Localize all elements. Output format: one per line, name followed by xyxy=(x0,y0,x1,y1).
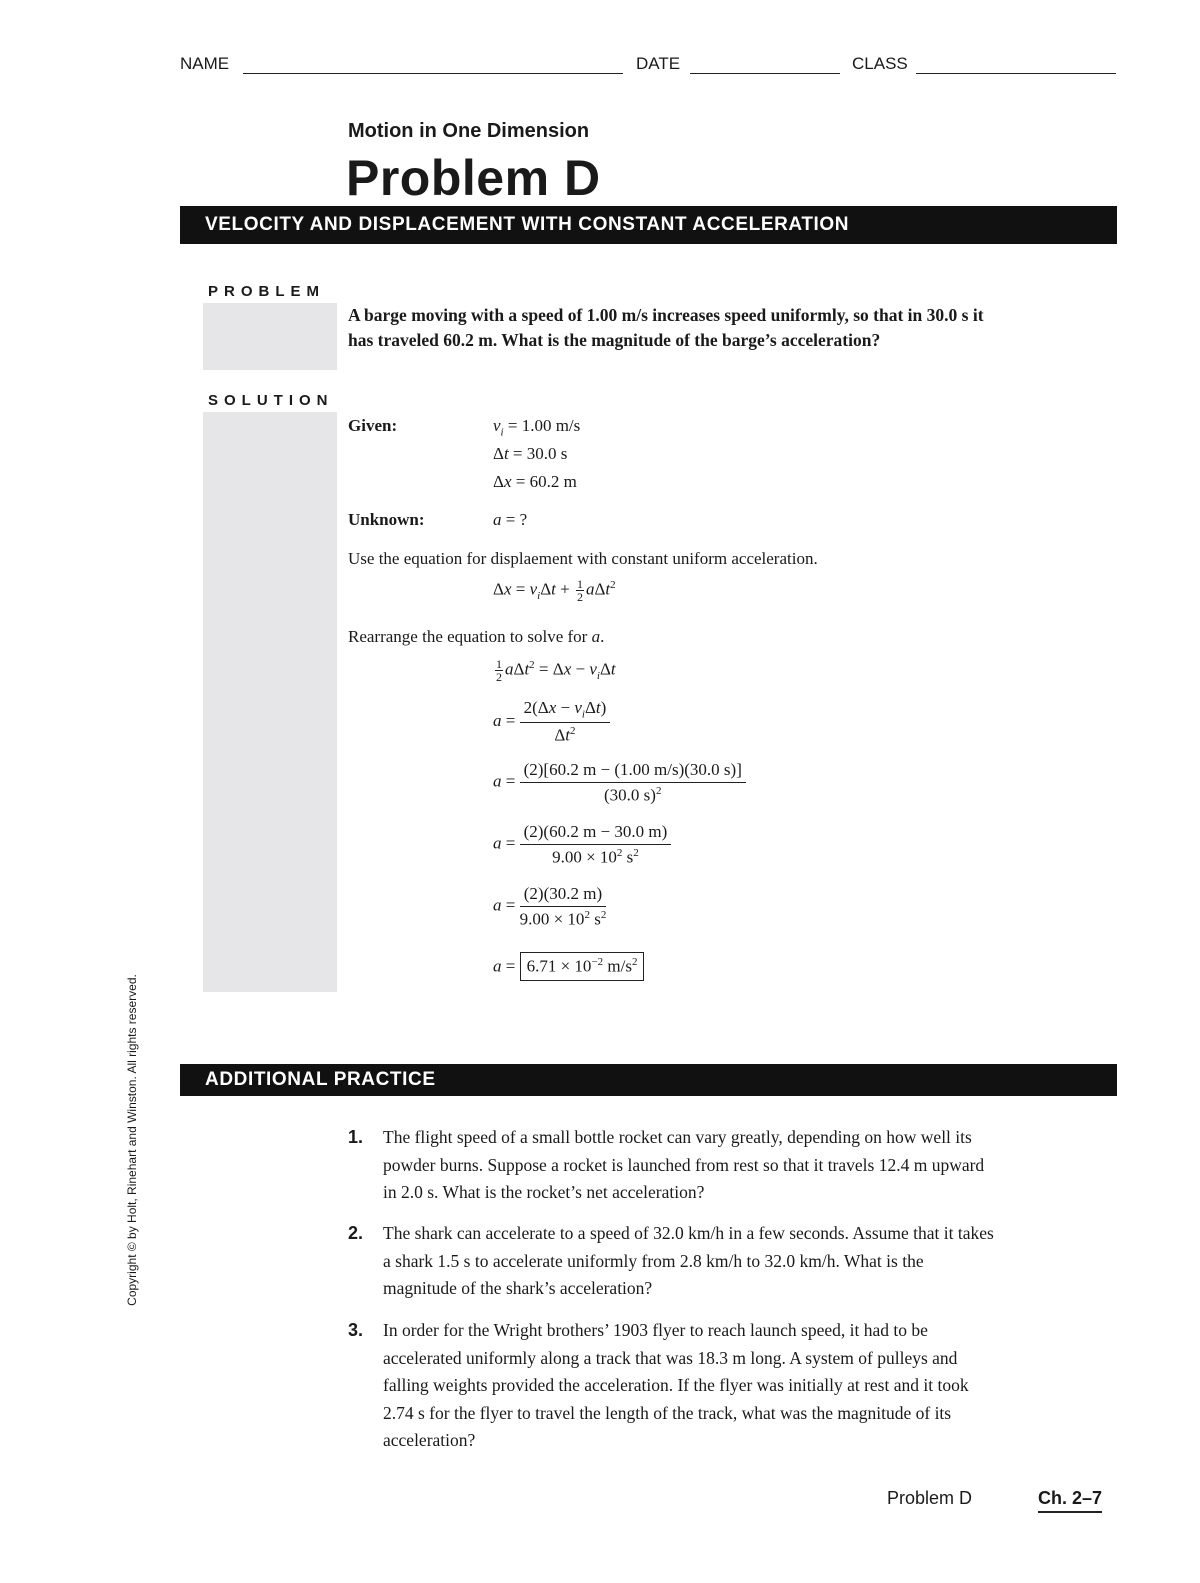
practice-item-number: 2. xyxy=(348,1223,364,1243)
answer-exponent: −2 xyxy=(591,956,604,968)
step2-denominator: (30.0 s) xyxy=(604,785,656,805)
unknown-symbol: ? xyxy=(519,510,528,529)
rearrange-text-body: Rearrange the equation to solve for xyxy=(348,627,588,646)
problem-sidebar xyxy=(203,303,337,370)
practice-item-number: 1. xyxy=(348,1127,364,1147)
given-dx-value: 60.2 m xyxy=(529,472,577,491)
step3-numerator: (2)(60.2 m − 30.0 m) xyxy=(520,822,672,845)
given-dt: Δt = 30.0 s xyxy=(493,444,568,463)
equation-step-3: a = $\frac{(2)(60.2 m - 30.0 m)}{9.00 \times 10^2 s^2}$ xyxy=(493,822,671,868)
step4-denominator: 9.00 × 10 xyxy=(519,909,585,929)
given-label: Given: xyxy=(348,416,398,435)
date-field[interactable] xyxy=(690,73,840,74)
practice-item xyxy=(348,1220,998,1305)
step3-denominator: 9.00 × 10 xyxy=(552,847,617,867)
class-field[interactable] xyxy=(916,73,1116,74)
equation-rearranged: $\frac{1}{2}$ $a\Delta t^2 = \Delta x - v_i\Delta t$ xyxy=(496,657,616,684)
answer-unit: m/s xyxy=(607,956,632,976)
step2-numerator: (2)[60.2 m − (1.00 m/s)(30.0 s)] xyxy=(520,760,746,783)
solution-label: SOLUTION xyxy=(208,392,334,409)
practice-item xyxy=(348,1124,998,1209)
problem-text: A barge moving with a speed of 1.00 m/s increases speed uniformly, so that in 30.0 s it has traveled 60.2 m. What is the magnitude of the barge’s acceleration? xyxy=(348,305,984,350)
practice-item-text: The shark can accelerate to a speed of 32.0 km/h in a few seconds. Assume that it takes a shark 1.5 s to accelerate uniformly from 2.8 km/h to 32.0 km/h. What is the magnitude of the shark’s acceleration? xyxy=(383,1223,994,1298)
equation-step-4: a = $\frac{(2)(30.2 m)}{9.00 \times 10^2 s^2}$ xyxy=(493,884,607,929)
given-dx: Δx = 60.2 m xyxy=(493,472,577,491)
use-equation-text: Use the equation for displaement with constant uniform acceleration. xyxy=(348,549,818,568)
rearrange-text: Rearrange the equation to solve for a. xyxy=(348,627,605,646)
footer-chapter: Ch. 2–7 xyxy=(1038,1488,1102,1513)
footer-label: Problem D xyxy=(887,1488,973,1508)
equation-answer: $a = 6.71 \times 10^{-2}$ $m/s^2$ xyxy=(493,952,644,981)
additional-practice-title: ADDITIONAL PRACTICE xyxy=(205,1069,436,1090)
section-banner xyxy=(180,206,1117,244)
unknown-label: Unknown: xyxy=(348,510,425,529)
problem-label: PROBLEM xyxy=(208,283,325,300)
page-title: Problem D xyxy=(346,150,601,206)
name-field[interactable] xyxy=(243,73,623,74)
equation-displacement: $\Delta x = v_i\Delta t$ + $\frac{1}{2}$ aΔt$^2$ xyxy=(493,577,616,604)
answer-box: $6.71 \times 10^{-2}$ $m/s^2$ xyxy=(520,952,645,981)
practice-item-text: In order for the Wright brothers’ 1903 flyer to reach launch speed, it had to be accelerated uniformly along a track that was 18.3 m long. A system of pulleys and falling weights provided the acceleration. If the flyer was initially at rest and it took 2.74 s for the flyer to travel the length of the track, what was the magnitude of its acceleration? xyxy=(383,1320,969,1450)
given-dt-value: 30.0 s xyxy=(526,444,568,463)
subject-title: Motion in One Dimension xyxy=(348,120,590,142)
practice-item xyxy=(348,1317,998,1457)
practice-item-text: The flight speed of a small bottle rocket can vary greatly, depending on how well its powder burns. Suppose a rocket is launched from rest so that it travels 12.4 m upward in 2.0 s. What is the rocket’s net acceleration? xyxy=(383,1127,985,1202)
step4-numerator: (2)(30.2 m) xyxy=(520,884,606,907)
given-vi: $v_i = 1.00$ m/s xyxy=(493,416,581,439)
practice-item-number: 3. xyxy=(348,1320,364,1340)
equation-step-2: a = $\frac{(2)[60.2 m - (1.00 m/s)(30.0 s)]}{(30.0 s)^2}$ xyxy=(493,760,746,806)
name-label: NAME xyxy=(180,54,230,73)
class-label: CLASS xyxy=(852,54,908,73)
copyright-notice: Copyright © by Holt, Rinehart and Winston. All rights reserved. xyxy=(125,974,139,1306)
additional-practice-banner xyxy=(180,1064,1117,1096)
solution-sidebar xyxy=(203,412,337,992)
answer-mantissa: 6.71 × 10 xyxy=(526,956,592,976)
unknown-value: a = ? xyxy=(493,510,528,529)
date-label: DATE xyxy=(636,54,681,73)
given-vi-value: 1.00 m/s xyxy=(521,416,581,435)
equation-step-1: a = $\frac{2(\Delta x - v_i\Delta t)}{\Delta t^2}$ xyxy=(493,698,610,746)
section-banner-text: VELOCITY AND DISPLACEMENT WITH CONSTANT ACCELERATION xyxy=(205,214,850,235)
